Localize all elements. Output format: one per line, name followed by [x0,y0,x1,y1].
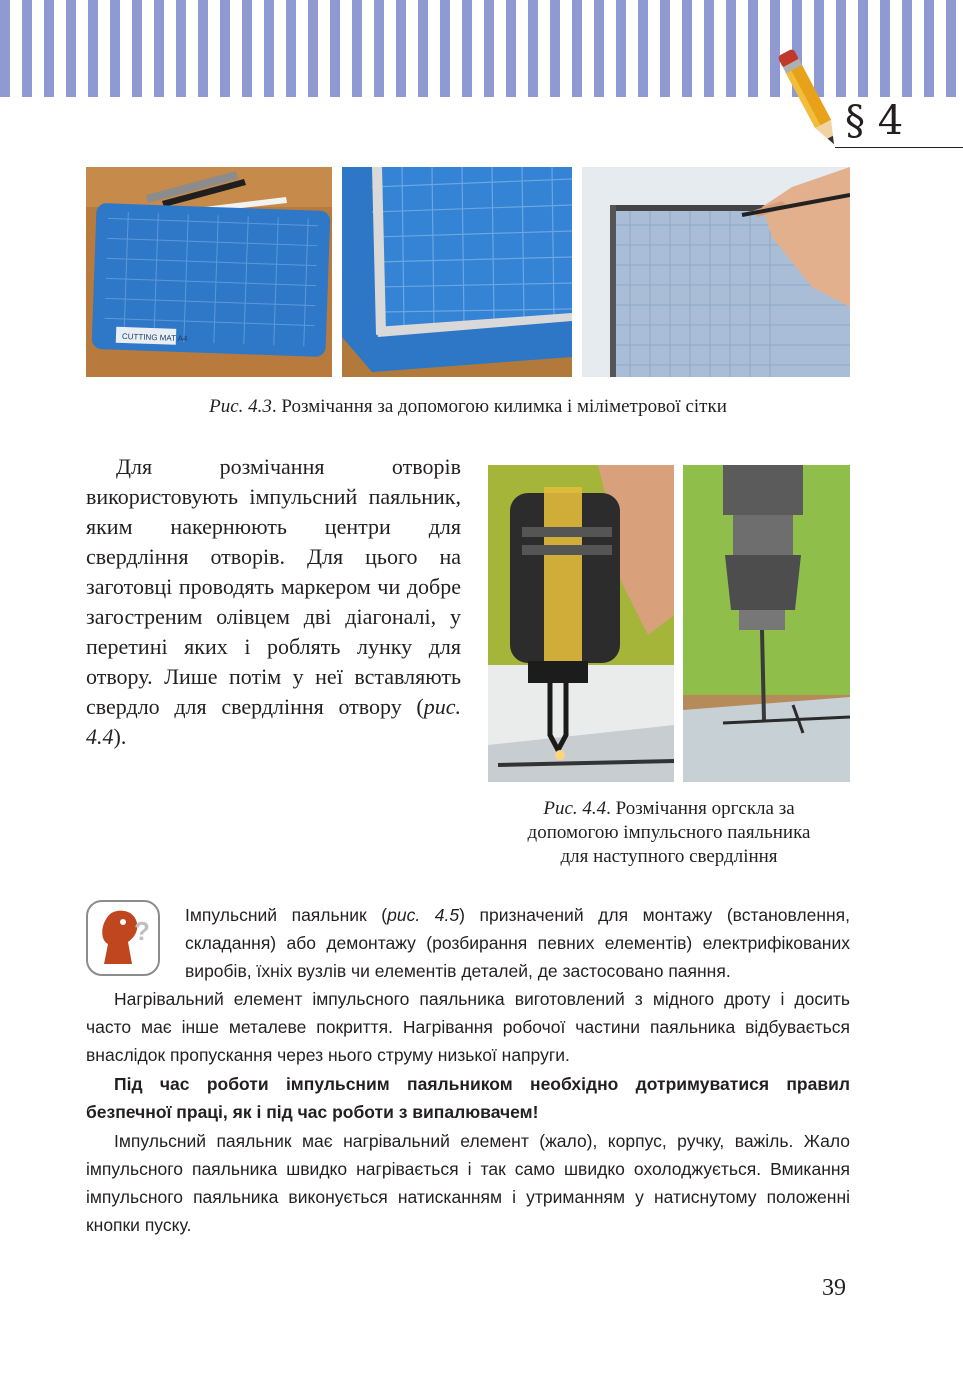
figure-4-3-caption-ref: Рис. 4.3 [209,396,272,417]
info-paragraph-3-warning [86,1070,850,1126]
photo-impulse-soldering-iron [488,465,674,782]
section-rule [835,147,963,148]
info-paragraph-2: Нагрівальний елемент імпульсного паяльника виготовлений з мідного дроту і досить часто має інше металеве покриття. Нагрівання робочої частини паяльника відбувається внаслідок пропускання через нього струму низької напруги. [86,989,850,1065]
figure-4-4-caption-line3: для наступного свердління [560,846,778,867]
info-p1-text: Імпульсний паяльник ( [185,905,388,925]
figure-4-3-caption [86,395,850,419]
photo-cutting-mat [86,167,332,377]
info-paragraph-4: Імпульсний паяльник має нагрівальний елемент (жало), корпус, ручку, важіль. Жало імпульсного паяльника швидко нагрівається і так само швидко охолоджується. Вмикання імпульсного паяльника виконується натисканням і утриманням у натиснутому положенні кнопки пуску. [86,1131,850,1235]
figure-4-4-caption-ref: Рис. 4.4 [543,798,607,819]
safety-warning: Під час роботи імпульсним паяльником необхідно дотримуватися правил безпечної праці, як і під час роботи з випалювачем! [86,1074,850,1122]
info-paragraphs [86,985,850,1239]
section-label: § 4 [845,98,904,144]
main-paragraph [86,452,461,752]
info-p1-end: ) призначений для монтажу (встановлення, складання) або демонтажу (розбирання певних елементів) електрифікованих виробів, їхніх вузлів чи елементів деталей, де застосовано паяння. [185,905,850,981]
mat-label: CUTTING MAT A4 [121,331,188,344]
main-paragraph-end: ). [113,724,127,749]
page-number: 39 [822,1275,846,1301]
thinking-figure-icon [86,900,160,976]
figure-4-4-caption-line2: допомогою імпульсного паяльника [527,822,811,843]
photo-mm-grid-marking [582,167,850,377]
svg-text:?: ? [134,916,150,946]
photo-drill-press [683,465,850,782]
info-p1-ref: рис. 4.5 [387,905,460,925]
info-paragraph-1 [185,901,850,985]
photo-mat-closeup [342,167,572,377]
pencil-icon [770,38,850,156]
main-paragraph-ref: рис. 4.4 [86,694,461,749]
figure-4-3-caption-text: . Розмічання за допомогою килимка і міліметрової сітки [271,396,727,417]
figure-4-4-caption [488,797,850,869]
figure-4-4-caption-line1: . Розмічання оргскла за [606,798,795,819]
main-paragraph-text: Для розмічання отворів використовують імпульсний паяльник, яким накернюють центри для свердління отворів. Для цього на заготовці проводять маркером чи добре загостреним олівцем дві діагоналі, у перетині яких і роблять лунку для отвору. Лише потім у неї вставляють свердло для свердління отвору ( [86,454,461,719]
